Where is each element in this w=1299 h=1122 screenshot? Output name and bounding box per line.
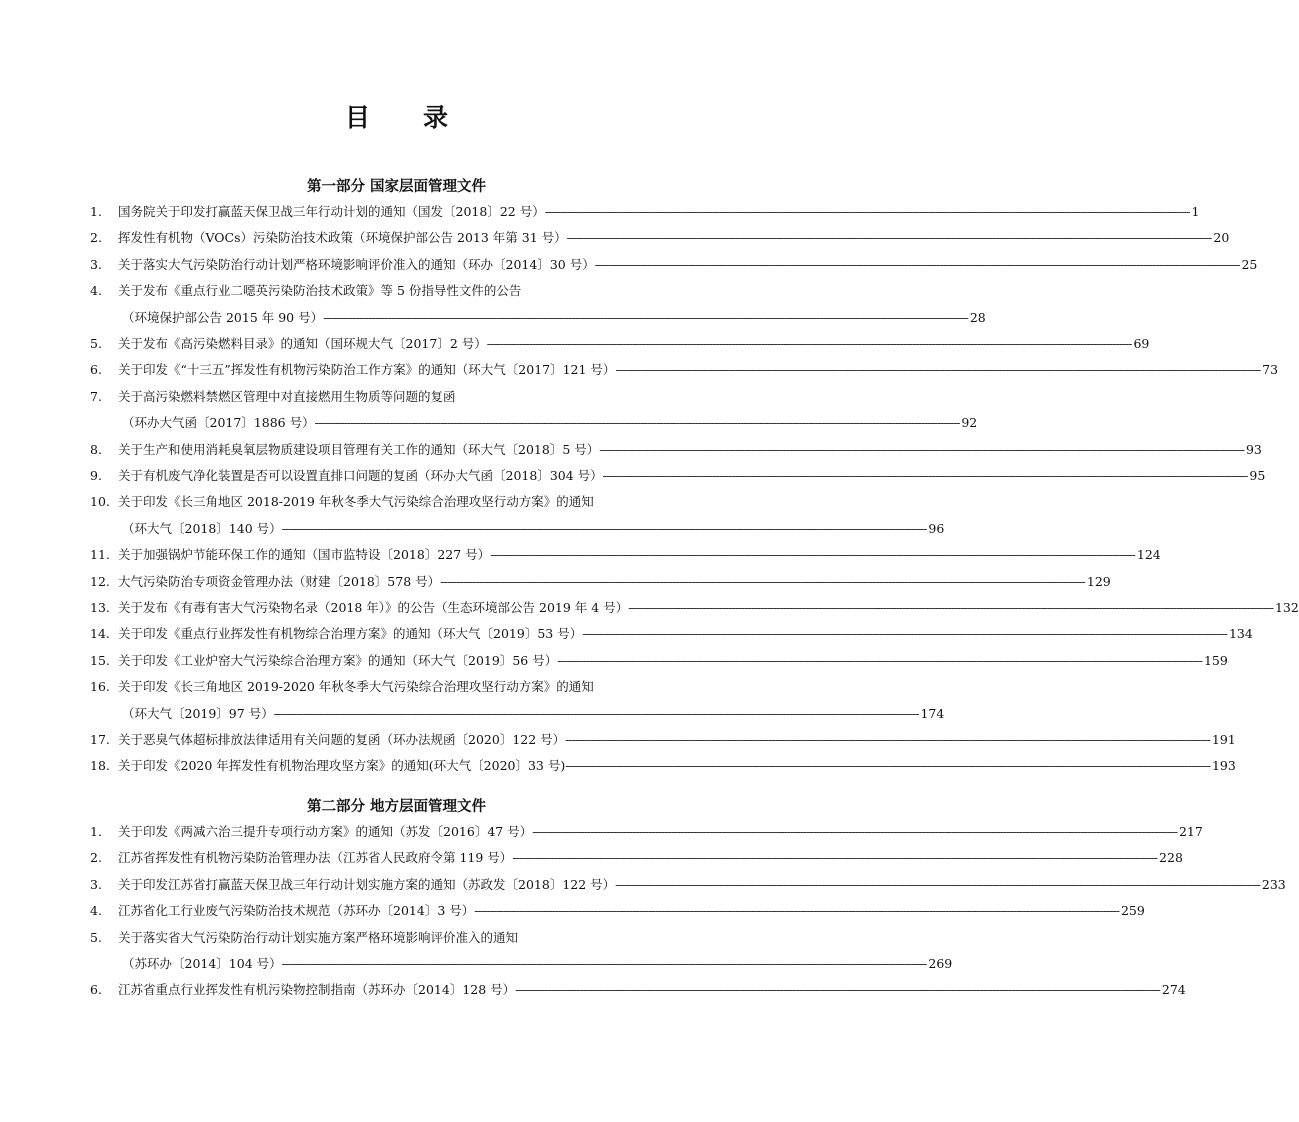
toc-entry-line[interactable] xyxy=(0,954,953,974)
entry-title: 江苏省化工行业废气污染防治技术规范（苏环办〔2014〕3 号） xyxy=(118,903,475,919)
dot-leader: -------------------------------------------------------------------------------------------------------------------------------------------------------------------------------------------------------- xyxy=(557,652,1202,668)
page-number: 259 xyxy=(1120,903,1145,919)
entry-title: 关于落实大气污染防治行动计划严格环境影响评价准入的通知（环办〔2014〕30 号） xyxy=(118,256,595,272)
dot-leader: -------------------------------------------------------------------------------------------------------------------------------------------------------------------------------------------------------- xyxy=(602,468,1248,483)
toc-entry-line[interactable] xyxy=(0,651,1228,671)
entry-title: 关于高污染燃料禁燃区管理中对直接燃用生物质等问题的复函 xyxy=(118,388,456,404)
page-number: 134 xyxy=(1228,626,1253,642)
entry-number: 4. xyxy=(90,903,102,919)
entry-title: 大气污染防治专项资金管理办法（财建〔2018〕578 号） xyxy=(118,573,441,589)
entry-number: 4. xyxy=(90,283,102,299)
toc-entry-line[interactable] xyxy=(0,875,1286,895)
page-number: 1 xyxy=(1191,204,1200,219)
dot-leader: -------------------------------------------------------------------------------------------------------------------------------------------------------------------------------------------------------- xyxy=(628,600,1273,615)
page-number: 174 xyxy=(920,705,945,721)
toc-entry-line[interactable] xyxy=(0,202,1200,222)
entry-title: 关于印发《长三角地区 2019-2020 年秋冬季大气污染综合治理攻坚行动方案》的通知 xyxy=(118,679,594,695)
entry-title: 关于印发《工业炉窑大气污染综合治理方案》的通知（环大气〔2019〕56 号） xyxy=(118,652,558,668)
dot-leader: -------------------------------------------------------------------------------------------------------------------------------------------------------------------------------------------------------- xyxy=(594,256,1240,272)
dot-leader: -------------------------------------------------------------------------------------------------------------------------------------------------------------------------------------------------------- xyxy=(615,876,1260,892)
entry-number: 5. xyxy=(90,929,102,945)
toc-entry-line[interactable] xyxy=(0,598,1299,618)
entry-title: 国务院关于印发打赢蓝天保卫战三年行动计划的通知（国发〔2018〕22 号） xyxy=(118,204,545,219)
toc-entry-line[interactable] xyxy=(0,334,1150,354)
dot-leader: -------------------------------------------------------------------------------------------------------------------------------------------------------------------------------------------------------- xyxy=(323,309,968,325)
toc-entry-line[interactable] xyxy=(0,281,793,301)
toc-entry-line[interactable] xyxy=(0,928,793,948)
entry-title: 关于发布《有毒有害大气污染物名录（2018 年）》的公告（生态环境部公告 2019 年 4 号） xyxy=(118,600,629,615)
toc-entry-line[interactable] xyxy=(0,387,793,407)
dot-leader: -------------------------------------------------------------------------------------------------------------------------------------------------------------------------------------------------------- xyxy=(273,705,919,721)
dot-leader: -------------------------------------------------------------------------------------------------------------------------------------------------------------------------------------------------------- xyxy=(474,903,1119,919)
page-number: 92 xyxy=(961,415,978,431)
entry-title: 关于印发《2020 年挥发性有机物治理攻坚方案》的通知(环大气〔2020〕33 号) xyxy=(118,758,566,774)
page-number: 129 xyxy=(1086,573,1111,589)
entry-number: 17. xyxy=(90,732,110,747)
entry-title: （环大气〔2019〕97 号） xyxy=(122,705,274,721)
entry-number: 1. xyxy=(90,824,102,839)
toc-entry-line[interactable] xyxy=(0,822,1203,842)
entry-title: 关于印发《长三角地区 2018-2019 年秋冬季大气污染综合治理攻坚行动方案》的通知 xyxy=(118,494,594,510)
entry-title: 关于落实省大气污染防治行动计划实施方案严格环境影响评价准入的通知 xyxy=(118,929,519,945)
toc-entry-line[interactable] xyxy=(0,308,986,328)
dot-leader: -------------------------------------------------------------------------------------------------------------------------------------------------------------------------------------------------------- xyxy=(532,824,1177,839)
entry-title: （环境保护部公告 2015 年 90 号） xyxy=(122,309,324,325)
page-title: 目 录 xyxy=(344,103,462,132)
entry-number: 12. xyxy=(90,573,110,589)
entry-number: 11. xyxy=(90,547,110,563)
dot-leader: -------------------------------------------------------------------------------------------------------------------------------------------------------------------------------------------------------- xyxy=(440,573,1085,589)
entry-number: 2. xyxy=(90,230,102,246)
toc-entry-line[interactable] xyxy=(0,545,1161,565)
entry-title: 关于印发《两减六治三提升专项行动方案》的通知（苏发〔2016〕47 号） xyxy=(118,824,533,839)
dot-leader: -------------------------------------------------------------------------------------------------------------------------------------------------------------------------------------------------------- xyxy=(566,230,1212,246)
toc-entry-line[interactable] xyxy=(0,730,1236,750)
page-number: 217 xyxy=(1178,824,1203,839)
entry-number: 18. xyxy=(90,758,110,774)
entry-number: 2. xyxy=(90,850,102,866)
entry-number: 1. xyxy=(90,204,102,219)
toc-entry-line[interactable] xyxy=(0,228,1230,248)
entry-title: 关于印发江苏省打赢蓝天保卫战三年行动计划实施方案的通知（苏政发〔2018〕122 号） xyxy=(118,876,616,892)
page-number: 274 xyxy=(1161,982,1186,998)
toc-entry-line[interactable] xyxy=(0,756,1236,776)
entry-title: （环大气〔2018〕140 号） xyxy=(122,520,282,536)
page-number: 191 xyxy=(1211,732,1236,747)
dot-leader: -------------------------------------------------------------------------------------------------------------------------------------------------------------------------------------------------------- xyxy=(544,204,1190,219)
toc-entry-line[interactable] xyxy=(0,980,1186,1000)
dot-leader: -------------------------------------------------------------------------------------------------------------------------------------------------------------------------------------------------------- xyxy=(281,956,927,971)
section-heading-part1: 第一部分 国家层面管理文件 xyxy=(306,178,487,195)
page-number: 159 xyxy=(1203,652,1228,668)
page-number: 233 xyxy=(1261,876,1286,892)
entry-number: 14. xyxy=(90,626,110,642)
page-number: 95 xyxy=(1249,468,1266,483)
page-number: 20 xyxy=(1213,230,1230,246)
entry-title: 关于生产和使用消耗臭氧层物质建设项目管理有关工作的通知（环大气〔2018〕5 号） xyxy=(118,441,600,457)
dot-leader: -------------------------------------------------------------------------------------------------------------------------------------------------------------------------------------------------------- xyxy=(515,982,1160,998)
toc-entry-line[interactable] xyxy=(0,492,793,512)
page-number: 25 xyxy=(1241,256,1258,272)
entry-number: 3. xyxy=(90,256,102,272)
entry-title: （苏环办〔2014〕104 号） xyxy=(122,956,282,971)
dot-leader: -------------------------------------------------------------------------------------------------------------------------------------------------------------------------------------------------------- xyxy=(490,547,1135,563)
toc-entry-line[interactable] xyxy=(0,360,1279,380)
page-number: 269 xyxy=(928,956,953,971)
toc-entry-line[interactable] xyxy=(0,624,1253,644)
entry-title: 江苏省挥发性有机物污染防治管理办法（江苏省人民政府令第 119 号） xyxy=(118,850,513,866)
entry-title: 关于印发《重点行业挥发性有机物综合治理方案》的通知（环大气〔2019〕53 号） xyxy=(118,626,583,642)
entry-title: 江苏省重点行业挥发性有机污染物控制指南（苏环办〔2014〕128 号） xyxy=(118,982,516,998)
dot-leader: -------------------------------------------------------------------------------------------------------------------------------------------------------------------------------------------------------- xyxy=(486,336,1132,351)
toc-entry-line[interactable] xyxy=(0,677,793,697)
entry-number: 7. xyxy=(90,388,102,404)
toc-entry-line[interactable] xyxy=(0,704,945,724)
dot-leader: -------------------------------------------------------------------------------------------------------------------------------------------------------------------------------------------------------- xyxy=(615,362,1261,378)
toc-entry-line[interactable] xyxy=(0,255,1258,275)
entry-title: 关于发布《重点行业二噁英污染防治技术政策》等 5 份指导性文件的公告 xyxy=(118,283,522,299)
entry-number: 3. xyxy=(90,876,102,892)
entry-number: 16. xyxy=(90,679,110,695)
page-number: 93 xyxy=(1245,441,1262,457)
entry-number: 5. xyxy=(90,336,102,351)
entry-title: 关于加强锅炉节能环保工作的通知（国市监特设〔2018〕227 号） xyxy=(118,547,491,563)
entry-number: 8. xyxy=(90,441,102,457)
page-number: 193 xyxy=(1211,758,1236,774)
entry-title: 挥发性有机物（VOCs）污染防治技术政策（环境保护部公告 2013 年第 31 号） xyxy=(118,230,567,246)
toc-entry-line[interactable] xyxy=(0,519,945,539)
entry-number: 6. xyxy=(90,982,102,998)
dot-leader: -------------------------------------------------------------------------------------------------------------------------------------------------------------------------------------------------------- xyxy=(314,415,960,431)
entry-title: 关于印发《“十三五”挥发性有机物污染防治工作方案》的通知（环大气〔2017〕121 号） xyxy=(118,362,616,378)
page-number: 124 xyxy=(1136,547,1161,563)
entry-number: 9. xyxy=(90,468,102,483)
toc-entry-line[interactable] xyxy=(0,572,1111,592)
toc-entry-line[interactable] xyxy=(0,466,1266,486)
dot-leader: -------------------------------------------------------------------------------------------------------------------------------------------------------------------------------------------------------- xyxy=(565,758,1210,774)
page-number: 28 xyxy=(969,309,986,325)
entry-title: 关于发布《高污染燃料目录》的通知（国环规大气〔2017〕2 号） xyxy=(118,336,487,351)
entry-number: 6. xyxy=(90,362,102,378)
dot-leader: -------------------------------------------------------------------------------------------------------------------------------------------------------------------------------------------------------- xyxy=(281,520,927,536)
dot-leader: -------------------------------------------------------------------------------------------------------------------------------------------------------------------------------------------------------- xyxy=(512,850,1158,866)
entry-number: 15. xyxy=(90,652,110,668)
dot-leader: -------------------------------------------------------------------------------------------------------------------------------------------------------------------------------------------------------- xyxy=(565,732,1210,747)
page-number: 96 xyxy=(928,520,945,536)
dot-leader: -------------------------------------------------------------------------------------------------------------------------------------------------------------------------------------------------------- xyxy=(582,626,1227,642)
toc-entry-line[interactable] xyxy=(0,901,1145,921)
page-number: 132 xyxy=(1274,600,1299,615)
page-number: 73 xyxy=(1262,362,1279,378)
toc-entry-line[interactable] xyxy=(0,848,1183,868)
entry-number: 10. xyxy=(90,494,110,510)
entry-title: （环办大气函〔2017〕1886 号） xyxy=(122,415,315,431)
entry-title: 关于有机废气净化装置是否可以设置直排口问题的复函（环办大气函〔2018〕304 号） xyxy=(118,468,603,483)
entry-number: 13. xyxy=(90,600,110,615)
dot-leader: -------------------------------------------------------------------------------------------------------------------------------------------------------------------------------------------------------- xyxy=(599,441,1244,457)
section-heading-part2: 第二部分 地方层面管理文件 xyxy=(306,798,487,815)
entry-title: 关于恶臭气体超标排放法律适用有关问题的复函（环办法规函〔2020〕122 号） xyxy=(118,732,566,747)
toc-entry-line[interactable] xyxy=(0,440,1262,460)
toc-entry-line[interactable] xyxy=(0,413,978,433)
page-number: 69 xyxy=(1133,336,1150,351)
page-number: 228 xyxy=(1159,850,1183,866)
